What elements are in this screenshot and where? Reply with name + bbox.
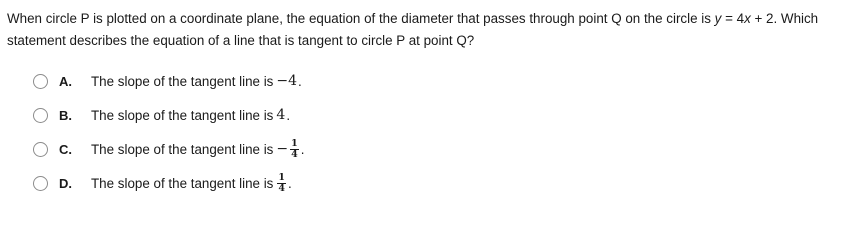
fraction-denominator-c: 4 xyxy=(291,148,298,160)
fraction-numerator-c: 1 xyxy=(291,137,298,149)
fraction-denominator-d: 4 xyxy=(278,182,286,194)
question-var-x: x xyxy=(744,11,751,26)
choice-letter-b: B. xyxy=(59,107,72,123)
choice-text-d xyxy=(91,173,292,194)
answer-choices xyxy=(33,64,833,200)
question-var-y: y xyxy=(714,11,722,26)
choice-a[interactable] xyxy=(33,64,833,98)
choice-label-d: The slope of the tangent line is xyxy=(91,175,274,191)
radio-button-d[interactable] xyxy=(33,176,48,191)
choice-value-b: 4 xyxy=(276,107,286,123)
choice-letter-a: A. xyxy=(59,73,72,89)
choice-letter-d: D. xyxy=(59,175,72,191)
question-part2: + 2. Which statement describes the equation of a line that is tangent to circle P at point Q? xyxy=(7,11,819,48)
radio-button-a[interactable] xyxy=(33,74,48,89)
fraction-c xyxy=(290,139,299,160)
choice-value-a: −4 xyxy=(276,73,298,89)
question-eq-mid: = 4 xyxy=(721,11,745,26)
fraction-numerator-d: 1 xyxy=(278,171,286,183)
choice-period-c: . xyxy=(300,141,305,157)
radio-button-b[interactable] xyxy=(33,108,48,123)
choice-period-d: . xyxy=(288,175,292,191)
radio-button-c[interactable] xyxy=(33,142,48,157)
choice-label-a: The slope of the tangent line is xyxy=(91,73,274,89)
fraction-d xyxy=(277,173,286,194)
choice-text-b xyxy=(91,107,290,123)
choice-sign-c: − xyxy=(276,141,289,157)
choice-label-c: The slope of the tangent line is xyxy=(91,141,274,157)
choice-text-c xyxy=(91,139,304,160)
choice-b[interactable] xyxy=(33,98,833,132)
choice-letter-c: C. xyxy=(59,141,72,157)
choice-d[interactable] xyxy=(33,166,833,200)
question-text xyxy=(7,8,859,52)
choice-label-b: The slope of the tangent line is xyxy=(91,107,274,123)
choice-period-a: . xyxy=(298,73,302,89)
choice-c[interactable] xyxy=(33,132,833,166)
choice-text-a xyxy=(91,73,302,89)
question-part1: When circle P is plotted on a coordinate plane, the equation of the diameter that passes through point Q on the circle is xyxy=(7,11,715,26)
choice-period-b: . xyxy=(286,107,291,123)
